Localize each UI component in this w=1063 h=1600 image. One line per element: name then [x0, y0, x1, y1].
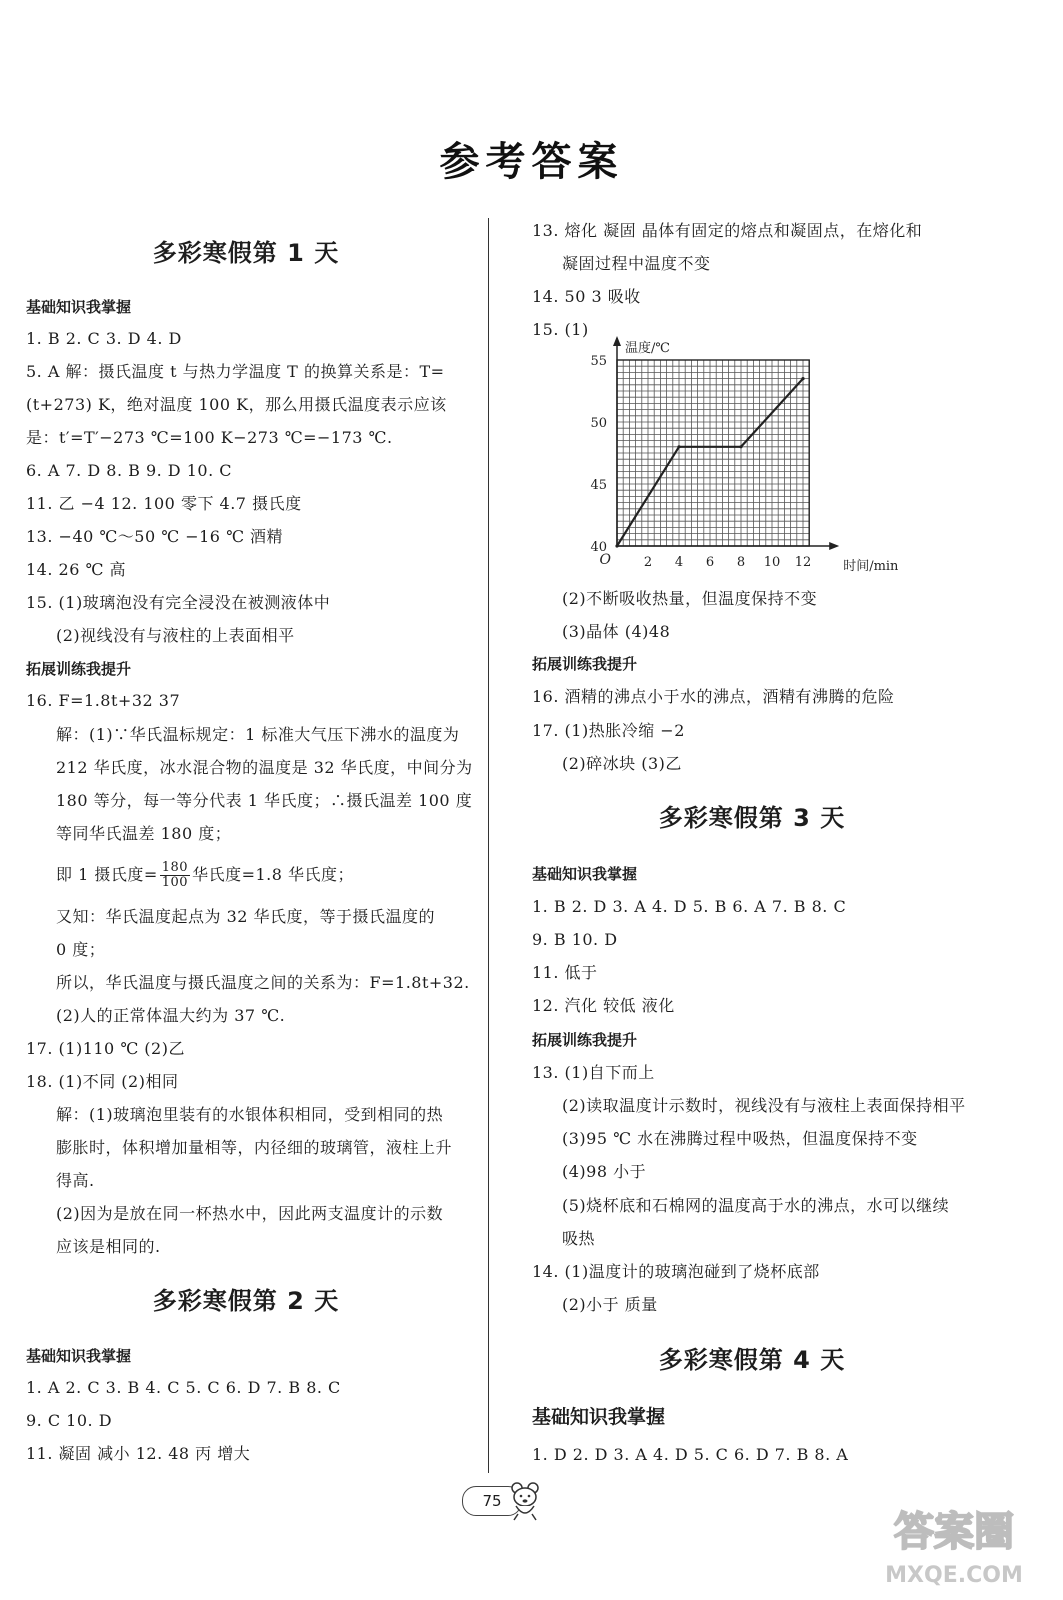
x-tick-label: 10 [763, 555, 781, 570]
answer-line: (2)人的正常体温大约为 37 ℃. [56, 1006, 286, 1025]
page-number: 75 [462, 1486, 522, 1516]
y-tick-label: 45 [590, 478, 607, 493]
day4-basic-title: 基础知识我掌握 [532, 1406, 666, 1428]
page-number-area [462, 1480, 542, 1520]
answer-line: (2)碎冰块 (3)乙 [562, 754, 682, 773]
x-axis-label: 时间/min [843, 559, 899, 574]
y-axis-label: 温度/℃ [625, 341, 670, 356]
answer-line: 1. B 2. D 3. A 4. D 5. B 6. A 7. B 8. C [532, 897, 847, 916]
answer-line: 14. (1)温度计的玻璃泡碰到了烧杯底部 [532, 1262, 820, 1281]
x-tick-label: 6 [705, 555, 715, 570]
origin-label: O [599, 552, 611, 568]
answer-line: 0 度； [56, 940, 106, 959]
data-point [615, 544, 618, 547]
x-axis-arrow [829, 542, 839, 550]
answer-line: 14. 50 3 吸收 [532, 287, 641, 306]
answer-line: 1. B 2. C 3. D 4. D [26, 329, 182, 348]
answer-line: 9. C 10. D [26, 1411, 113, 1430]
fraction [160, 861, 190, 890]
day4-title: 多彩寒假第 4 天 [658, 1346, 846, 1374]
answer-line: 凝固过程中温度不变 [562, 254, 711, 273]
answer-line: 是：t′=T′−273 ℃=100 K−273 ℃=−173 ℃. [26, 428, 393, 447]
data-point [801, 377, 804, 380]
answer-line: (2)读取温度计示数时，视线没有与液柱上表面保持相平 [562, 1096, 966, 1115]
answer-line: (5)烧杯底和石棉网的温度高于水的沸点，水可以继续 [562, 1196, 950, 1215]
day2-title: 多彩寒假第 2 天 [152, 1287, 340, 1315]
y-tick-label: 50 [590, 416, 607, 431]
y-axis-arrow [613, 336, 621, 346]
right-ext-title: 拓展训练我提升 [532, 655, 638, 673]
answer-line: 1. A 2. C 3. B 4. C 5. C 6. D 7. B 8. C [26, 1378, 341, 1397]
bear-mascot-icon [508, 1480, 542, 1522]
page-title: 参考答案 [439, 139, 624, 185]
answer-line: 16. 酒精的沸点小于水的沸点，酒精有沸腾的危险 [532, 687, 895, 706]
answer-line: 18. (1)不同 (2)相同 [26, 1072, 179, 1091]
data-point [739, 445, 742, 448]
fraction-numerator: 180 [161, 860, 189, 875]
answer-line: (3)晶体 (4)48 [562, 622, 671, 641]
answer-line: 13. (1)自下而上 [532, 1063, 655, 1082]
answer-line: 13. −40 ℃～50 ℃ −16 ℃ 酒精 [26, 527, 284, 546]
answer-line: 180 等分，每一等分代表 1 华氏度；∴摄氏温差 100 度 [56, 791, 473, 810]
answer-line: (3)95 ℃ 水在沸腾过程中吸热，但温度保持不变 [562, 1129, 918, 1148]
answer-line: 吸热 [562, 1229, 596, 1248]
data-point [677, 445, 680, 448]
watermark-text: 答案圈 [894, 1509, 1014, 1555]
answer-line: 11. 低于 [532, 963, 598, 982]
answer-line: (4)98 小于 [562, 1162, 647, 1181]
answer-line: 9. B 10. D [532, 930, 618, 949]
answer-line: 解：(1)∵华氏温标规定：1 标准大气压下沸水的温度为 [56, 725, 460, 744]
answer-line: 等同华氏温差 180 度； [56, 824, 232, 843]
fraction-suffix: 华氏度=1.8 华氏度； [192, 865, 355, 884]
answer-line: 所以，华氏温度与摄氏温度之间的关系为：F=1.8t+32. [56, 973, 470, 992]
answer-line: 17. (1)110 ℃ (2)乙 [26, 1039, 185, 1058]
answer-line: (2)视线没有与液柱的上表面相平 [56, 626, 295, 645]
answer-line: 1. D 2. D 3. A 4. D 5. C 6. D 7. B 8. A [532, 1445, 849, 1464]
answer-line: 13. 熔化 凝固 晶体有固定的熔点和凝固点，在熔化和 [532, 221, 923, 240]
column-divider [488, 218, 489, 1473]
answer-line: 5. A 解：摄氏温度 t 与热力学温度 T 的换算关系是：T= [26, 362, 445, 381]
fraction-line [26, 861, 354, 890]
day3-basic-title: 基础知识我掌握 [532, 865, 638, 883]
temperature-time-chart [565, 318, 905, 583]
day3-title: 多彩寒假第 3 天 [658, 804, 846, 832]
fraction-denominator: 100 [161, 875, 189, 890]
answer-line: 15. (1)玻璃泡没有完全浸没在被测液体中 [26, 593, 331, 612]
answer-line: (t+273) K，绝对温度 100 K，那么用摄氏温度表示应该 [26, 395, 447, 414]
answer-line: 6. A 7. D 8. B 9. D 10. C [26, 461, 232, 480]
answer-line: (2)小于 质量 [562, 1295, 658, 1314]
fraction-prefix: 即 1 摄氏度= [56, 865, 158, 884]
answer-line: 15. (1) [532, 320, 589, 339]
x-tick-label: 2 [643, 555, 653, 570]
answer-line: 又知：华氏温度起点为 32 华氏度，等于摄氏温度的 [56, 907, 436, 926]
day1-ext-title: 拓展训练我提升 [26, 660, 132, 678]
x-tick-label: 4 [674, 555, 684, 570]
answer-line: 得高. [56, 1171, 95, 1190]
y-tick-label: 40 [590, 540, 607, 555]
day1-title: 多彩寒假第 1 天 [152, 239, 340, 267]
day2-basic-title: 基础知识我掌握 [26, 1347, 132, 1365]
answer-line: 14. 26 ℃ 高 [26, 560, 126, 579]
watermark-logo [862, 1490, 1047, 1590]
answer-line: (2)因为是放在同一杯热水中，因此两支温度计的示数 [56, 1204, 444, 1223]
y-tick-label: 55 [590, 354, 607, 369]
answer-line: 17. (1)热胀冷缩 −2 [532, 721, 685, 740]
answer-line: 11. 乙 −4 12. 100 零下 4.7 摄氏度 [26, 494, 302, 513]
answer-line: (2)不断吸收热量，但温度保持不变 [562, 589, 818, 608]
x-tick-label: 8 [736, 555, 746, 570]
answer-line: 应该是相同的. [56, 1237, 161, 1256]
answer-line: 212 华氏度，冰水混合物的温度是 32 华氏度，中间分为 [56, 758, 473, 777]
watermark-url: MXQE.COM [885, 1563, 1023, 1588]
answer-line: 11. 凝固 减小 12. 48 丙 增大 [26, 1444, 251, 1463]
day1-basic-title: 基础知识我掌握 [26, 298, 132, 316]
answer-line: 12. 汽化 较低 液化 [532, 996, 675, 1015]
answer-line: 膨胀时，体积增加量相等，内径细的玻璃管，液柱上升 [56, 1138, 453, 1157]
answer-line: 解：(1)玻璃泡里装有的水银体积相同，受到相同的热 [56, 1105, 444, 1124]
day3-ext-title: 拓展训练我提升 [532, 1031, 638, 1049]
x-tick-label: 12 [794, 555, 812, 570]
answer-line: 16. F=1.8t+32 37 [26, 691, 181, 710]
